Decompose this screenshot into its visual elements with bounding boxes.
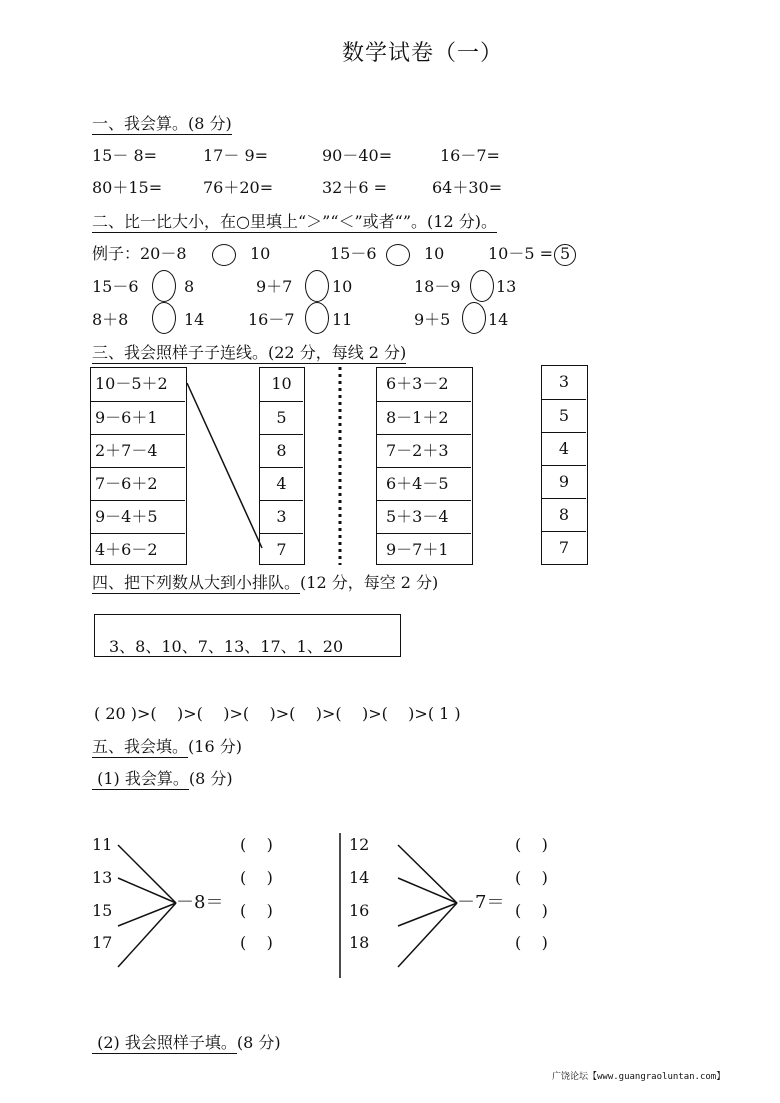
s2-r1-a-left: 15－6 — [92, 277, 139, 296]
s2-r1-b-left: 9＋7 — [256, 277, 293, 296]
s2-r1-a-right: 8 — [184, 277, 195, 296]
fan-line — [118, 878, 176, 903]
table-row: 8－1＋2 — [377, 401, 471, 434]
table-row: 4＋6－2 — [91, 533, 185, 564]
s1-r1-c2: 17－ 9= — [203, 146, 269, 165]
table-row: 4 — [260, 467, 303, 500]
s2-r2-c-left: 9＋5 — [414, 310, 451, 329]
table-row: 9－6＋1 — [91, 401, 185, 434]
s2-ex3-left: 10－5 = — [488, 244, 554, 263]
section-2-heading: 二、比一比大小，在○里填上“＞”“＜”或者“”。(12 分)。 — [92, 212, 497, 231]
table-row: 10 — [271, 374, 292, 393]
table-row: 3 — [558, 372, 570, 391]
table-row: 6＋3－2 — [386, 374, 449, 393]
s2-ex3-circle-value: 5 — [560, 244, 571, 263]
answer-blank[interactable]: ( ) — [240, 933, 273, 952]
sub-1-heading: (1) 我会算。(8 分) — [92, 769, 233, 788]
s1-r1-c1: 15－ 8= — [92, 146, 158, 165]
section-4-heading: 四、把下列数从大到小排队。(12 分，每空 2 分) — [92, 573, 439, 592]
s2-r2-c-right: 14 — [488, 310, 509, 329]
footer-watermark: 广饶论坛【www.guangraoluntan.com】 — [552, 1072, 726, 1082]
s5-right-num: 14 — [349, 868, 370, 887]
s5-right-num: 12 — [349, 835, 370, 854]
s2-ex2-right: 10 — [424, 244, 445, 263]
section-1-heading: 一、我会算。(8 分) — [92, 114, 232, 133]
s2-r1-b-right: 10 — [332, 277, 353, 296]
table-row: 7 — [542, 531, 586, 564]
s5-left-op: －8＝ — [176, 892, 224, 913]
s5-left-num: 13 — [92, 868, 113, 887]
s1-r1-c3: 90－40= — [322, 146, 393, 165]
numbers-box — [94, 614, 401, 657]
table-row: 2＋7－4 — [91, 434, 185, 467]
s2-r1-c-right: 13 — [496, 277, 517, 296]
table-row: 9－7＋1 — [377, 533, 471, 564]
table-row: 8 — [260, 434, 303, 467]
answer-blank[interactable]: ( ) — [240, 901, 273, 920]
fan-line — [398, 845, 457, 903]
s2-r2-b-left: 16－7 — [248, 310, 295, 329]
answer-blank[interactable]: ( ) — [515, 901, 548, 920]
table-row: 6＋4－5 — [377, 467, 471, 500]
table-row: 5 — [260, 401, 303, 434]
answer-blank[interactable]: ( ) — [515, 868, 548, 887]
table-row: 5＋3－4 — [377, 500, 471, 533]
fan-line — [398, 903, 457, 926]
fan-line — [118, 903, 176, 967]
table-row: 3 — [260, 500, 303, 533]
s5-left-num: 17 — [92, 933, 113, 952]
s5-left-num: 15 — [92, 901, 113, 920]
numbers-list: 3、8、10、7、13、17、1、20 — [109, 637, 344, 656]
table-row: 9－4＋5 — [91, 500, 185, 533]
s1-r2-c2: 76＋20= — [203, 178, 274, 197]
sub-2-heading: (2) 我会照样子填。(8 分) — [92, 1033, 281, 1052]
table-row: 5 — [542, 399, 586, 432]
s1-r2-c3: 32＋6 = — [322, 178, 388, 197]
s5-right-op: －7＝ — [457, 892, 505, 913]
s2-r1-c-left: 18－9 — [414, 277, 461, 296]
table-row: 7－2＋3 — [377, 434, 471, 467]
fan-line — [118, 845, 176, 903]
s1-r1-c4: 16－7= — [440, 146, 500, 165]
section-3-heading: 三、我会照样子子连线。(22 分，每线 2 分) — [92, 343, 407, 362]
example-match-line — [187, 383, 262, 548]
section-5-heading: 五、我会填。(16 分) — [92, 737, 242, 756]
s5-right-num: 18 — [349, 933, 370, 952]
fan-line — [398, 903, 457, 967]
table-row: 10－5＋2 — [95, 374, 168, 393]
s2-r2-a-right: 14 — [184, 310, 205, 329]
table-row: 7－6＋2 — [91, 467, 185, 500]
fan-line — [118, 903, 176, 926]
order-chain[interactable]: ( 20 )>( )>( )>( )>( )>( )>( )>( 1 ) — [94, 704, 461, 723]
s2-r2-b-right: 11 — [332, 310, 353, 329]
fan-line — [398, 878, 457, 903]
table-row: 8 — [542, 498, 586, 531]
table-row: 4 — [542, 432, 586, 465]
s2-example-right: 10 — [250, 244, 271, 263]
table-row: 7 — [260, 533, 303, 564]
answer-blank[interactable]: ( ) — [240, 835, 273, 854]
s2-ex2-left: 15－6 — [330, 244, 377, 263]
answer-blank[interactable]: ( ) — [515, 835, 548, 854]
table-row: 9 — [542, 465, 586, 498]
answer-blank[interactable]: ( ) — [515, 933, 548, 952]
s2-r2-a-left: 8＋8 — [92, 310, 129, 329]
s2-example-left: 例子：20－8 — [92, 244, 187, 263]
answer-blank[interactable]: ( ) — [240, 868, 273, 887]
s1-r2-c4: 64＋30= — [432, 178, 503, 197]
page-title: 数学试卷（一） — [342, 41, 504, 66]
s5-left-num: 11 — [92, 835, 113, 854]
s5-right-num: 16 — [349, 901, 370, 920]
s1-r2-c1: 80＋15= — [92, 178, 163, 197]
